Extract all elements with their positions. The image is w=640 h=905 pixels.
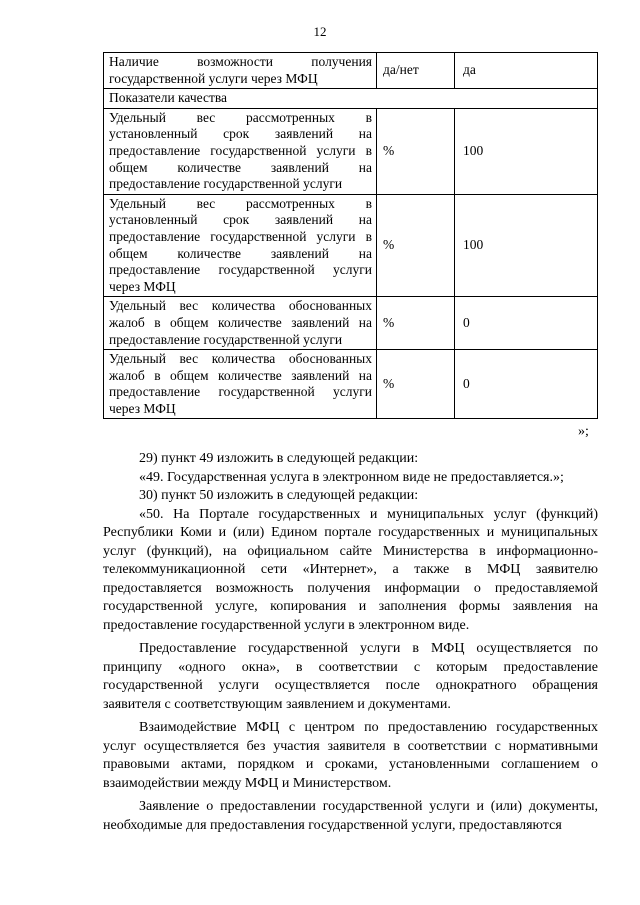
paragraph-point-49: «49. Государственная услуга в электронном виде не предоставляется.»; — [139, 469, 564, 485]
indicator-name: Наличие возможности получения государственной услуги через МФЦ — [104, 53, 377, 89]
section-heading: Показатели качества — [104, 89, 598, 109]
indicator-value: 100 — [455, 108, 598, 194]
indicator-value: 0 — [455, 350, 598, 419]
indicator-unit: % — [377, 297, 455, 350]
indicator-name: Удельный вес рассмотренных в установленный срок заявлений на предоставление государственной услуги в общем количестве заявлений на предоставление государственной услуги — [104, 108, 377, 194]
indicator-unit: % — [377, 350, 455, 419]
table-row — [104, 194, 598, 297]
body-text — [103, 450, 598, 835]
paragraph-item-29: 29) пункт 49 изложить в следующей редакции: — [139, 451, 419, 466]
table-row — [104, 108, 598, 194]
indicator-value: 100 — [455, 194, 598, 297]
indicator-unit: % — [377, 194, 455, 297]
paragraph-single-window: Предоставление государственной услуги в МФЦ осуществляется по принципу «одного окна», в соответствии с которым предоставление государственной услуги осуществляется после однократного обращения заявителя с соответствующим заявлением и документами. — [103, 641, 598, 712]
indicator-name: Удельный вес количества обоснованных жалоб в общем количестве заявлений на предоставление государственной услуги — [104, 297, 377, 350]
paragraph-item-30: 30) пункт 50 изложить в следующей редакции: — [139, 488, 419, 503]
table-section-row — [104, 89, 598, 109]
page-number: 12 — [313, 24, 327, 39]
indicator-unit: % — [377, 108, 455, 194]
indicator-value: да — [455, 53, 598, 89]
table-row — [104, 350, 598, 419]
paragraph-application: Заявление о предоставлении государственной услуги и (или) документы, необходимые для предоставления государственной услуги, предоставляются — [103, 799, 598, 833]
table-row — [104, 297, 598, 350]
indicator-unit: да/нет — [377, 53, 455, 89]
indicator-name: Удельный вес количества обоснованных жалоб в общем количестве заявлений на предоставление государственной услуги через МФЦ — [104, 350, 377, 419]
indicator-name: Удельный вес рассмотренных в установленный срок заявлений на предоставление государственной услуги в общем количестве заявлений на предоставление государственной услуги через МФЦ — [104, 194, 377, 297]
indicator-value: 0 — [455, 297, 598, 350]
paragraph-point-50: «50. На Портале государственных и муниципальных услуг (функций) Республики Коми и (или) Едином портале государственных и муниципальных услуг (функций), на официальном сайте Министерства в информационно-телекоммуникационной сети «Интернет», а также в МФЦ заявителю предоставляется возможность получения информации о предоставляемой государственной услуге, копирования и заполнения формы заявления на предоставление государственной услуги в электронном виде. — [103, 506, 598, 633]
indicators-table — [103, 52, 598, 419]
table-row — [104, 53, 598, 89]
paragraph-interaction: Взаимодействие МФЦ с центром по предоставлению государственных услуг осуществляется без участия заявителя в соответствии с нормативными правовыми актами, порядком и сроками, установленными соглашением о взаимодействии между МФЦ и Министерством. — [103, 720, 598, 791]
closing-quote: »; — [578, 424, 589, 439]
